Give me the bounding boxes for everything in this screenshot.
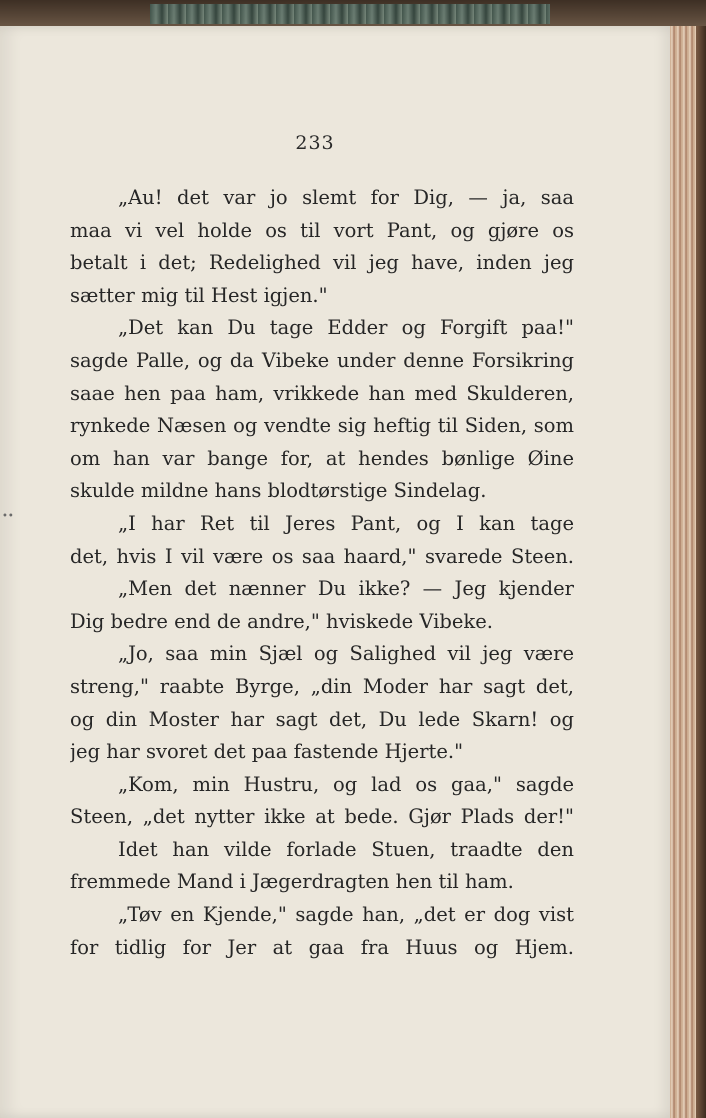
text-line: det, hvis I vil være os saa haard," svarede Steen. [70,544,574,568]
cover-edge [696,26,706,1118]
text-line: „Kom, min Hustru, og lad os gaa," sagde [118,772,574,796]
text-line: Dig bedre end de andre," hviskede Vibeke. [70,609,493,633]
text-line: betalt i det; Redelighed vil jeg have, inden jeg [70,251,574,275]
text-line: streng," raabte Byrge, „din Moder har sagt det, [70,674,574,698]
text-line: „Au! det var jo slemt for Dig, — ja, saa [118,186,574,209]
text-line: om han var bange for, at hendes bønlige Øine [70,446,574,470]
text-line: for tidlig for Jer at gaa fra Huus og Hjem. [70,935,574,959]
text-line: sagde Palle, og da Vibeke under denne Forsikring [70,348,574,372]
text-line: „Det kan Du tage Edder og Forgift paa!" [118,316,574,340]
text-line: „Men det nænner Du ikke? — Jeg kjender [118,577,574,601]
text-line: „Jo, saa min Sjæl og Salighed vil jeg være [118,642,574,666]
text-line: saae hen paa ham, vrikkede han med Skulderen, [70,381,574,405]
text-line: jeg har svoret det paa fastende Hjerte." [70,740,464,764]
page-number: 233 [295,132,335,154]
text-line: skulde mildne hans blodtørstige Sindelag. [70,479,487,503]
margin-mark: •• [2,511,14,522]
text-line: og din Moster har sagt det, Du lede Skarn! og [70,707,574,731]
text-line: maa vi vel holde os til vort Pant, og gjøre os [70,218,574,242]
text-line: „Tøv en Kjende," sagde han, „det er dog vist [118,903,574,927]
marbled-edge [150,4,550,24]
text-line: Idet han vilde forlade Stuen, traadte den [118,837,574,861]
page-text [70,182,574,964]
text-line: rynkede Næsen og vendte sig heftig til Siden, som [70,414,574,438]
text-line: „I har Ret til Jeres Pant, og I kan tage [118,511,574,535]
text-line: Steen, „det nytter ikke at bede. Gjør Plads der!" [70,805,574,829]
text-line: sætter mig til Hest igjen." [70,283,328,307]
book-page [0,26,672,1118]
text-line: fremmede Mand i Jægerdragten hen til ham. [70,870,514,894]
